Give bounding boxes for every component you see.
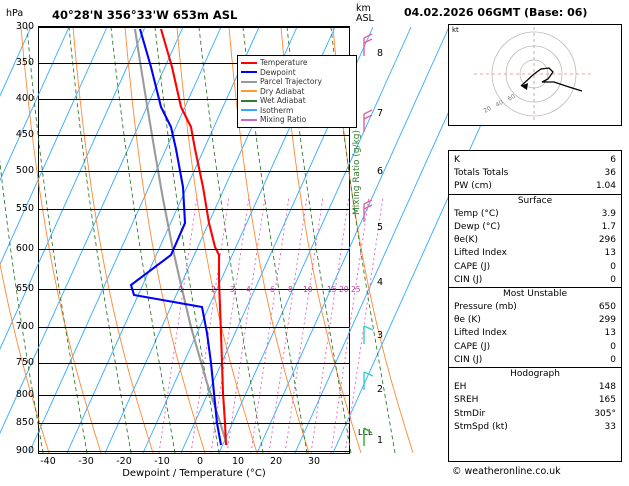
x-tick-30: 30 <box>307 456 321 467</box>
pressure-tick-400: 400 <box>15 93 34 104</box>
lcl-label: LCL <box>358 428 373 437</box>
table-row: θe (K) 299 <box>454 315 616 326</box>
legend-swatch-temperature <box>241 62 257 64</box>
x-tick--30: -30 <box>78 456 94 467</box>
legend-label-temperature: Temperature <box>260 58 308 67</box>
isobar-550 <box>39 209 349 210</box>
legend-item-mixing-ratio <box>241 115 353 125</box>
table-section-hodograph: Hodograph <box>449 367 621 381</box>
pressure-axis-label: hPa <box>6 8 24 19</box>
legend-swatch-dry-adiabat <box>241 90 257 92</box>
table-row: CIN (J) 0 <box>454 354 616 365</box>
x-tick-20: 20 <box>269 456 283 467</box>
wind-barbs <box>350 26 400 456</box>
legend-item-temperature <box>241 58 353 68</box>
table-row: StmDir 305° <box>454 408 616 419</box>
isobar-500 <box>39 171 349 172</box>
table-row: SREH 165 <box>454 395 616 406</box>
isobar-800 <box>39 395 349 396</box>
mixratio-tick-20: 20 <box>339 285 349 294</box>
legend-label-wet-adiabat: Wet Adiabat <box>260 96 306 105</box>
mixratio-tick-10: 10 <box>303 285 313 294</box>
table-row: Dewp (°C) 1.7 <box>454 221 616 232</box>
x-tick-0: 0 <box>196 456 204 467</box>
legend-item-dewpoint <box>241 68 353 78</box>
legend-label-dry-adiabat: Dry Adiabat <box>260 86 305 96</box>
mixratio-tick-4: 4 <box>246 285 251 294</box>
table-row: K 6 <box>454 155 616 165</box>
mixratio-tick-2: 2 <box>211 285 216 294</box>
table-row: Pressure (mb) 650 <box>454 302 616 313</box>
mixratio-tick-3: 3 <box>230 285 235 294</box>
km-tick-3: 3 <box>377 330 384 341</box>
legend-swatch-dewpoint <box>241 71 257 73</box>
legend-label-isotherm: Isotherm <box>260 105 294 115</box>
legend-swatch-wet-adiabat <box>241 100 257 102</box>
legend-item-parcel <box>241 77 353 87</box>
mixing-ratio-axis-label: Mixing Ratio (g/kg) <box>352 129 362 215</box>
legend-item-isotherm <box>241 106 353 116</box>
km-tick-1: 1 <box>377 435 384 446</box>
pressure-tick-600: 600 <box>15 243 34 254</box>
isobar-900 <box>39 451 349 452</box>
table-row: Temp (°C) 3.9 <box>454 208 616 219</box>
table-row: θe(K) 296 <box>454 235 616 246</box>
x-axis-label: Dewpoint / Temperature (°C) <box>122 468 266 479</box>
km-tick-4: 4 <box>377 277 384 288</box>
km-tick-5: 5 <box>377 222 384 233</box>
mixratio-tick-15: 15 <box>327 285 337 294</box>
table-row: EH 148 <box>454 382 616 393</box>
pressure-tick-800: 800 <box>15 389 34 400</box>
x-tick--20: -20 <box>116 456 132 467</box>
legend-swatch-parcel <box>241 81 257 83</box>
run-datetime: 04.02.2026 06GMT (Base: 06) <box>404 6 588 19</box>
mixratio-tick-6: 6 <box>270 285 275 294</box>
table-section-surface: Surface <box>449 194 621 208</box>
sounding-indices-table <box>448 150 622 462</box>
hodograph-ring-label-60: 60 <box>506 92 517 103</box>
isobar-850 <box>39 423 349 424</box>
isobar-750 <box>39 363 349 364</box>
isobar-600 <box>39 249 349 250</box>
isobar-450 <box>39 135 349 136</box>
credit-text: © weatheronline.co.uk <box>452 466 561 477</box>
pressure-tick-450: 450 <box>15 129 34 140</box>
legend-swatch-mixing-ratio <box>241 119 257 121</box>
isobar-700 <box>39 327 349 328</box>
mixratio-tick-1: 1 <box>179 285 184 294</box>
legend <box>237 55 357 128</box>
legend-label-parcel: Parcel Trajectory <box>260 77 322 86</box>
height-axis-label: km ASL <box>356 3 374 24</box>
table-row: CIN (J) 0 <box>454 274 616 285</box>
pressure-tick-900: 900 <box>15 445 34 456</box>
page-title: 40°28'N 356°33'W 653m ASL <box>52 8 238 22</box>
legend-item-dry-adiabat <box>241 87 353 97</box>
legend-label-mixing-ratio: Mixing Ratio <box>260 115 307 124</box>
mixratio-tick-25: 25 <box>351 285 361 294</box>
hodograph-ring-label-40: 40 <box>494 98 505 109</box>
hodograph-unit-label: kt <box>452 26 459 34</box>
pressure-tick-750: 750 <box>15 357 34 368</box>
hodograph-plot <box>449 25 619 123</box>
km-tick-8: 8 <box>377 48 384 59</box>
pressure-tick-700: 700 <box>15 321 34 332</box>
table-row: Lifted Index 13 <box>454 328 616 339</box>
table-row: PW (cm) 1.04 <box>454 181 616 192</box>
pressure-tick-850: 850 <box>15 417 34 428</box>
table-row: CAPE (J) 0 <box>454 261 616 272</box>
table-section-most-unstable: Most Unstable <box>449 287 621 301</box>
km-tick-7: 7 <box>377 108 384 119</box>
table-row: Totals Totals 36 <box>454 168 616 179</box>
x-tick-10: 10 <box>231 456 245 467</box>
km-tick-2: 2 <box>377 384 384 395</box>
legend-swatch-isotherm <box>241 109 257 111</box>
isobar-300 <box>39 27 349 28</box>
table-row: Lifted Index 13 <box>454 248 616 259</box>
x-tick--40: -40 <box>40 456 56 467</box>
pressure-tick-500: 500 <box>15 165 34 176</box>
km-tick-6: 6 <box>377 166 384 177</box>
legend-item-wet-adiabat <box>241 96 353 106</box>
legend-label-dewpoint: Dewpoint <box>260 67 296 77</box>
pressure-tick-550: 550 <box>15 203 34 214</box>
hodograph-panel <box>448 24 622 126</box>
pressure-tick-650: 650 <box>15 283 34 294</box>
table-row: CAPE (J) 0 <box>454 341 616 352</box>
mixratio-tick-8: 8 <box>288 285 293 294</box>
x-tick--10: -10 <box>154 456 170 467</box>
hodograph-ring-label-20: 20 <box>482 104 493 115</box>
pressure-tick-300: 300 <box>15 21 34 32</box>
table-row: StmSpd (kt) 33 <box>454 421 616 432</box>
pressure-tick-350: 350 <box>15 57 34 68</box>
